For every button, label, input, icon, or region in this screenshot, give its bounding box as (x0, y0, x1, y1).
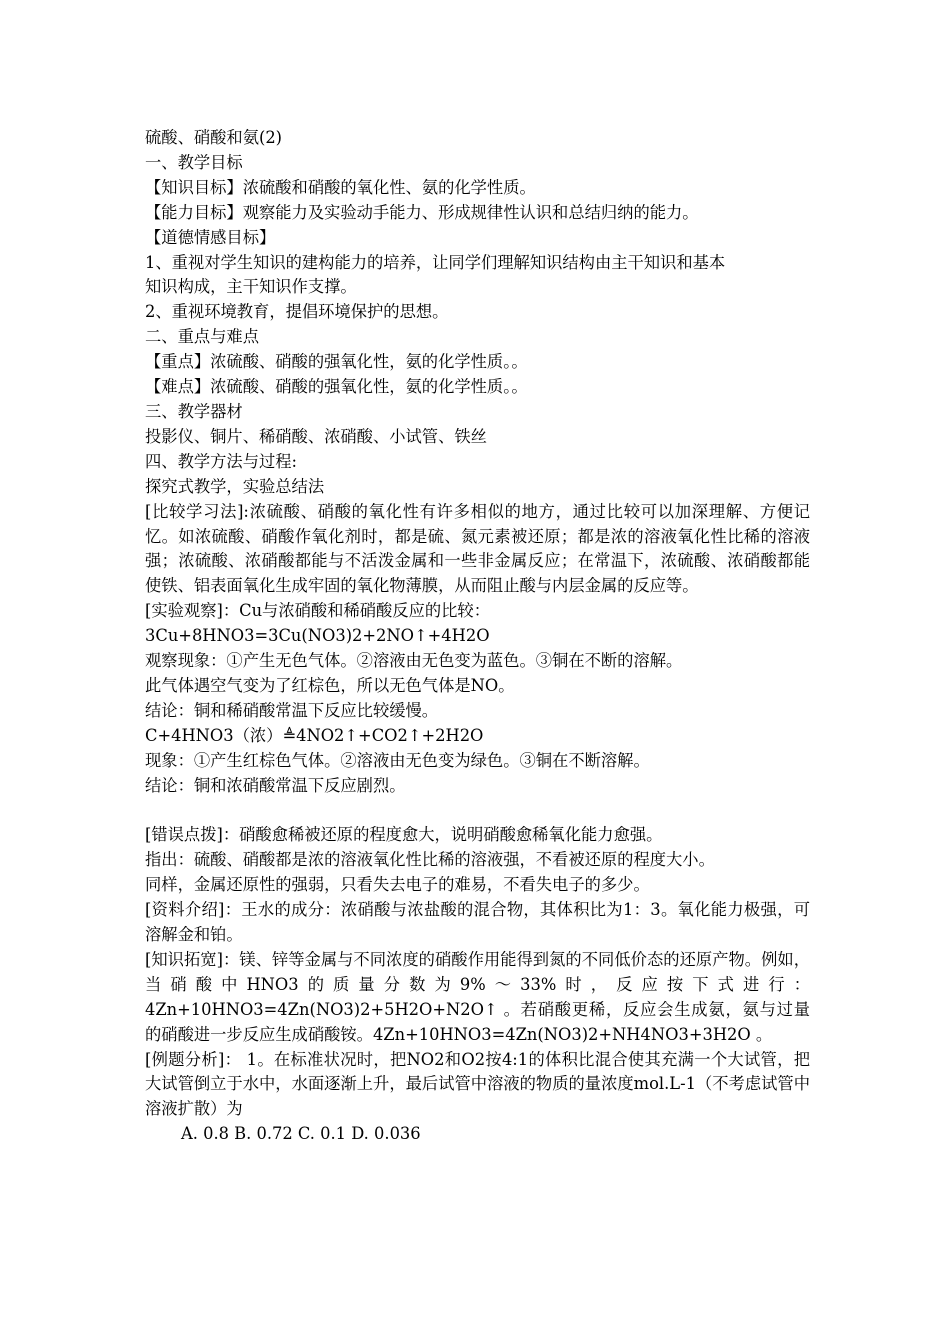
ability-goal: 【能力目标】观察能力及实验动手能力、形成规律性认识和总结归纳的能力。 (145, 202, 699, 222)
equipment-list: 投影仪、铜片、稀硝酸、浓硝酸、小试管、铁丝 (145, 426, 487, 446)
experiment-heading: [实验观察]：Cu与浓硝酸和稀硝酸反应的比较： (145, 601, 490, 621)
compare-paragraph: [比较学习法]:浓硫酸、硝酸的氧化性有许多相似的地方，通过比较可以加深理解、方便记忆。如浓硫酸、硝酸作氧化剂时，都是硫、氮元素被还原；都是浓的溶液氧化性比稀的溶液强；浓硫酸、浓硝酸都能与不活泼金属和一些非金属反应；在常温下，浓硫酸、浓硝酸都能使铁、铝表面氧化生成牢固的氧化物薄膜，从而阻止酸与内层金属的反应等。 (145, 501, 810, 596)
observation-2: 现象：①产生红棕色气体。②溶液由无色变为绿色。③铜在不断溶解。 (145, 750, 650, 770)
section-heading: 四、教学方法与过程: (145, 451, 298, 471)
conclusion-1: 结论：铜和稀硝酸常温下反应比较缓慢。 (145, 700, 439, 720)
section-heading: 二、重点与难点 (145, 327, 259, 347)
section-heading: 三、教学器材 (145, 401, 243, 421)
moral-goal-1b: 知识构成，主干知识作支撑。 (145, 277, 357, 297)
extension-paragraph: [知识拓宽]：镁、锌等金属与不同浓度的硝酸作用能得到氮的不同低价态的还原产物。例如，当硝酸中HNO3的质量分数为9%～33%时，反应按下式进行：4Zn+10HNO3=4Zn(NO3)2+5H2O+N2O↑ 。若硝酸更稀，反应会生成氨，氨与过量的硝酸进一步反应生成硝酸铵。4Zn+10HNO3=4Zn(NO3)2+NH4NO3+3H2O 。 (145, 949, 810, 1044)
example-paragraph: [例题分析]： 1。在标准状况时，把NO2和O2按4:1的体积比混合使其充满一个大试管，把大试管倒立于水中，水面逐渐上升，最后试管中溶液的物质的量浓度mol.L-1（不考虑试管中溶液扩散）为 (145, 1049, 810, 1119)
difficult-point: 【难点】浓硫酸、硝酸的强氧化性，氨的化学性质。。 (145, 377, 528, 397)
moral-goal-2: 2、重视环境教育，提倡环境保护的思想。 (145, 302, 449, 322)
similarly-text: 同样，金属还原性的强弱，只看失去电子的难易，不看失电子的多少。 (145, 875, 650, 895)
equation-2: C+4HNO3（浓）≜4NO2↑+CO2↑+2H2O (145, 725, 484, 745)
observation-1b: 此气体遇空气变为了红棕色，所以无色气体是NO。 (145, 675, 515, 695)
moral-goal-1a: 1、重视对学生知识的建构能力的培养，让同学们理解知识结构由主干知识和基本 (145, 252, 726, 272)
knowledge-goal: 【知识目标】浓硫酸和硝酸的氧化性、氨的化学性质。 (145, 177, 536, 197)
moral-goal-heading: 【道德情感目标】 (145, 227, 276, 247)
section-heading: 一、教学目标 (145, 152, 243, 172)
error-tip: [错误点拨]：硝酸愈稀被还原的程度愈大，说明硝酸愈稀氧化能力愈强。 (145, 825, 663, 845)
info-paragraph: [资料介绍]：王水的成分：浓硝酸与浓盐酸的混合物，其体积比为1：3。氧化能力极强，可溶解金和铂。 (145, 900, 810, 944)
observation-1: 观察现象：①产生无色气体。②溶液由无色变为蓝色。③铜在不断的溶解。 (145, 651, 683, 671)
key-point: 【重点】浓硫酸、硝酸的强氧化性，氨的化学性质。。 (145, 352, 528, 372)
equation-1: 3Cu+8HNO3=3Cu(NO3)2+2NO↑+4H2O (145, 626, 490, 646)
answer-options: A. 0.8 B. 0.72 C. 0.1 D. 0.036 (181, 1124, 421, 1144)
doc-title: 硫酸、硝酸和氨(2) (145, 128, 283, 147)
method-text: 探究式教学，实验总结法 (145, 476, 325, 496)
conclusion-2: 结论：铜和浓硝酸常温下反应剧烈。 (145, 775, 406, 795)
blank-line (145, 798, 810, 823)
point-out: 指出：硫酸、硝酸都是浓的溶液氧化性比稀的溶液强，不看被还原的程度大小。 (145, 850, 715, 870)
document-body (145, 126, 810, 1147)
